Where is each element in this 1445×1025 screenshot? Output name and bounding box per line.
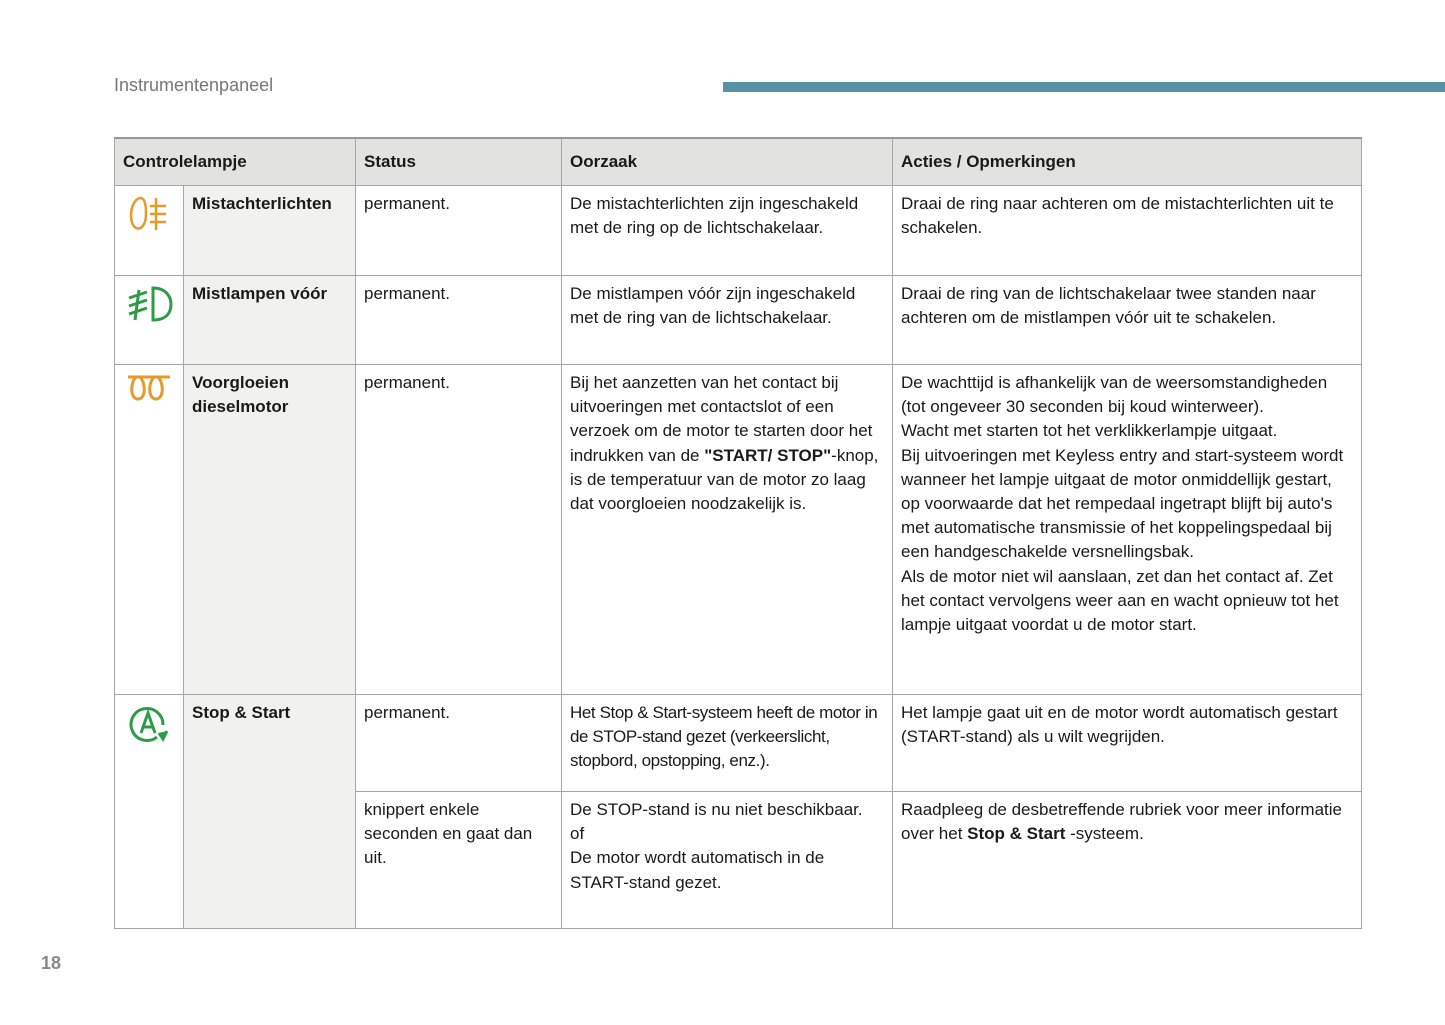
light-name: Stop & Start <box>184 695 356 929</box>
warning-lights-table <box>114 137 1362 929</box>
status-cell: permanent. <box>356 365 562 695</box>
cause-cell <box>562 365 893 695</box>
light-name: Voorgloeien dieselmotor <box>184 365 356 695</box>
cause-cell: De mistachterlichten zijn ingeschakeld met de ring op de lichtschakelaar. <box>562 186 893 276</box>
status-cell: permanent. <box>356 695 562 792</box>
table-row <box>115 276 1362 365</box>
rear-fog-light-icon <box>115 186 184 276</box>
text: -systeem. <box>1065 824 1144 844</box>
bold-text: "START/ STOP" <box>704 445 832 465</box>
action-cell: Het lampje gaat uit en de motor wordt automatisch gestart (START-stand) als u wilt wegrijden. <box>893 695 1362 792</box>
col-header: Acties / Opmerkingen <box>893 138 1362 186</box>
col-header: Oorzaak <box>562 138 893 186</box>
stop-start-icon <box>115 695 184 929</box>
header-bar <box>723 82 1445 92</box>
page-number: 18 <box>41 953 62 973</box>
text: Raadpleeg de desbetreffende rubriek voor meer informatie over het <box>901 800 1343 844</box>
text: Bij het aanzetten van het contact bij uitvoeringen met contactslot of een verzoek om de motor te starten door het indrukken van de <box>570 373 873 465</box>
text: -knop, is de temperatuur van de motor zo laag dat voorgloeien noodzakelijk is. <box>570 445 879 514</box>
action-cell: De wachttijd is afhankelijk van de weersomstandigheden (tot ongeveer 30 seconden bij koud winterweer). Wacht met starten tot het verklikkerlampje uitgaat. Bij uitvoeringen met Keyless entry and start-systeem wordt wanneer het lampje uitgaat de motor onmiddellijk gestart, op voorwaarde dat het rempedaal ingetrapt blijft bij auto's met automatische transmissie of het koppelingspedaal bij een handgeschakelde versnellingsbak. Als de motor niet wil aanslaan, zet dan het contact af. Zet het contact vervolgens weer aan en wacht opnieuw tot het lampje uitgaat voordat u de motor start. <box>893 365 1362 695</box>
bold-text: Stop & Start <box>967 824 1066 844</box>
cause-cell: De mistlampen vóór zijn ingeschakeld met de ring van de lichtschakelaar. <box>562 276 893 365</box>
table-header <box>115 138 1362 186</box>
status-cell: permanent. <box>356 276 562 365</box>
table-row <box>115 695 1362 792</box>
action-cell: Draai de ring van de lichtschakelaar twee standen naar achteren om de mistlampen vóór uit te schakelen. <box>893 276 1362 365</box>
table-row <box>115 186 1362 276</box>
action-cell <box>893 792 1362 929</box>
cause-cell: Het Stop & Start-systeem heeft de motor in de STOP-stand gezet (verkeerslicht, stopbord, opstopping, enz.). <box>562 695 893 792</box>
table-row <box>115 365 1362 695</box>
col-header: Controlelampje <box>115 138 356 186</box>
section-title: Instrumentenpaneel <box>114 75 274 95</box>
status-cell: knippert enkele seconden en gaat dan uit. <box>356 792 562 929</box>
action-cell: Draai de ring naar achteren om de mistachterlichten uit te schakelen. <box>893 186 1362 276</box>
cause-cell: De STOP-stand is nu niet beschikbaar. of De motor wordt automatisch in de START-stand gezet. <box>562 792 893 929</box>
light-name: Mistlampen vóór <box>184 276 356 365</box>
glow-plug-icon <box>115 365 184 695</box>
status-cell: permanent. <box>356 186 562 276</box>
front-fog-light-icon <box>115 276 184 365</box>
light-name: Mistachterlichten <box>184 186 356 276</box>
col-header: Status <box>356 138 562 186</box>
